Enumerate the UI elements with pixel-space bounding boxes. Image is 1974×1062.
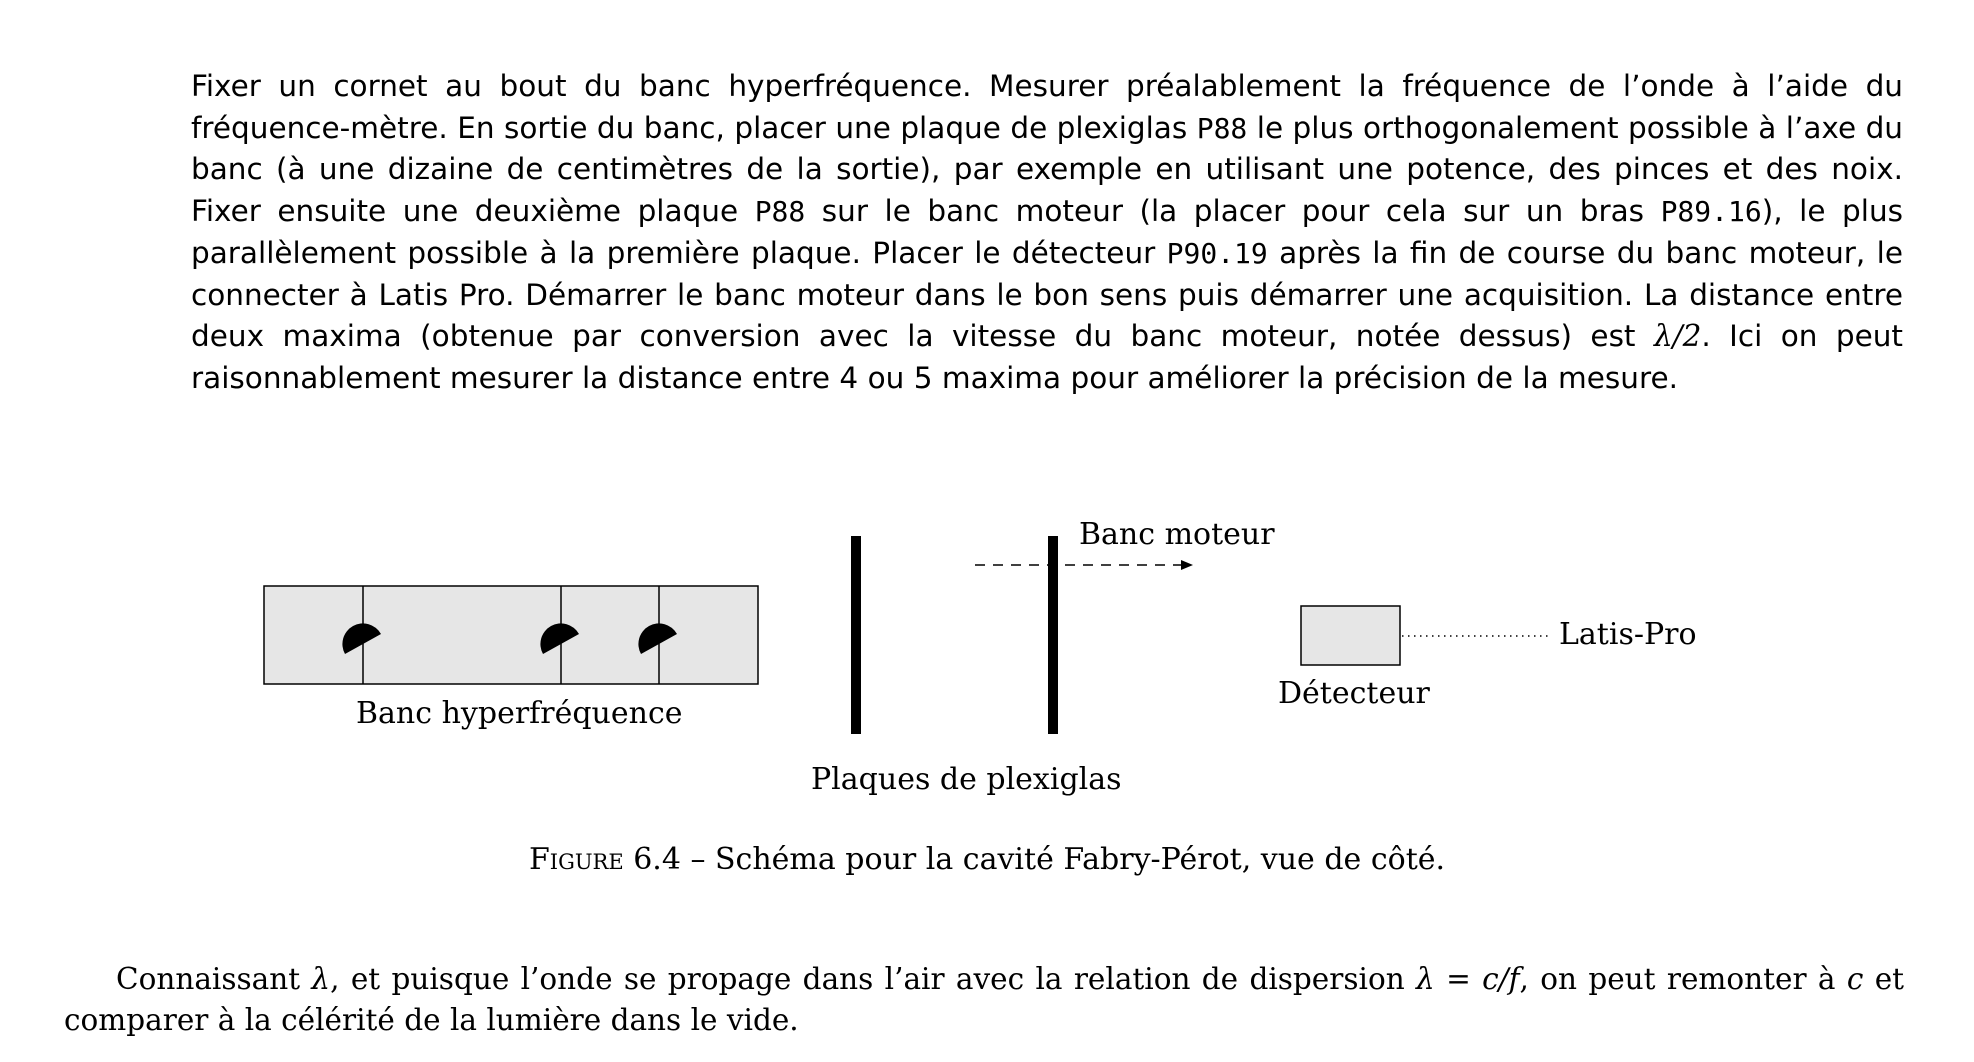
- plates-label: Plaques de plexiglas: [811, 762, 1122, 797]
- bench-box: [264, 586, 758, 684]
- detector-label: Détecteur: [1278, 676, 1430, 711]
- bench-label: Banc hyperfréquence: [356, 696, 683, 731]
- code-p90-19: P90.19: [1166, 236, 1268, 270]
- math-lambda-half: λ/2: [1653, 319, 1702, 354]
- text-run: ), le plus parallèlement possible à la première plaque. Placer le détecteur: [191, 194, 1904, 270]
- text-run: Fixer un cornet au bout du banc hyperfréquence. Mesurer préalablement la fréquence de l’onde à l’aide du fréquence-mètre. En sortie du banc, placer une plaque de plexiglas: [191, 69, 1903, 145]
- code-p89-16: P89.16: [1660, 195, 1762, 229]
- text-run: le plus orthogonalement possible à l’axe du banc (à une dizaine de centimètres de la sortie), par exemple en utilisant une potence, des pinces et des noix. Fixer ensuite une deuxième plaque: [191, 110, 1903, 229]
- code-p88: P88: [1196, 111, 1248, 145]
- text-run: , on peut remonter à: [1519, 962, 1847, 996]
- caption-prefix: Figure: [528, 842, 624, 877]
- math-dispersion-relation: λ = c/f: [1416, 962, 1520, 996]
- caption-text: 6.4 – Schéma pour la cavité Fabry-Pérot, vue de côté.: [623, 842, 1446, 877]
- text-run: après la fin de course du banc moteur, le connecter à Latis Pro. Démarrer le banc moteur dans le bon sens puis démarrer une acquisition. La distance entre deux maxima (obtenue par conversion avec la vitesse du banc moteur, notée dessus) est: [191, 235, 1903, 354]
- plexiglas-plate-fixed: [851, 536, 861, 734]
- text-run: Connaissant: [116, 962, 312, 996]
- figure-caption: [0, 842, 1974, 877]
- arrow-head-icon: [1181, 560, 1193, 570]
- code-p88: P88: [754, 195, 806, 229]
- text-run: , et puisque l’onde se propage dans l’air avec la relation de dispersion: [330, 962, 1417, 996]
- latis-pro-label: Latis-Pro: [1559, 617, 1697, 652]
- text-run: et comparer à la célérité de la lumière dans le vide.: [64, 962, 1905, 1037]
- math-lambda: λ: [311, 962, 331, 996]
- detector-box: [1301, 606, 1400, 665]
- text-run: . Ici on peut raisonnablement mesurer la distance entre 4 ou 5 maxima pour améliorer la précision de la mesure.: [191, 319, 1903, 395]
- text-run: sur le banc moteur (la placer pour cela sur un bras: [805, 194, 1661, 229]
- motor-bench-label: Banc moteur: [1079, 517, 1275, 552]
- math-c: c: [1846, 962, 1864, 996]
- conclusion-paragraph: [64, 959, 1904, 1041]
